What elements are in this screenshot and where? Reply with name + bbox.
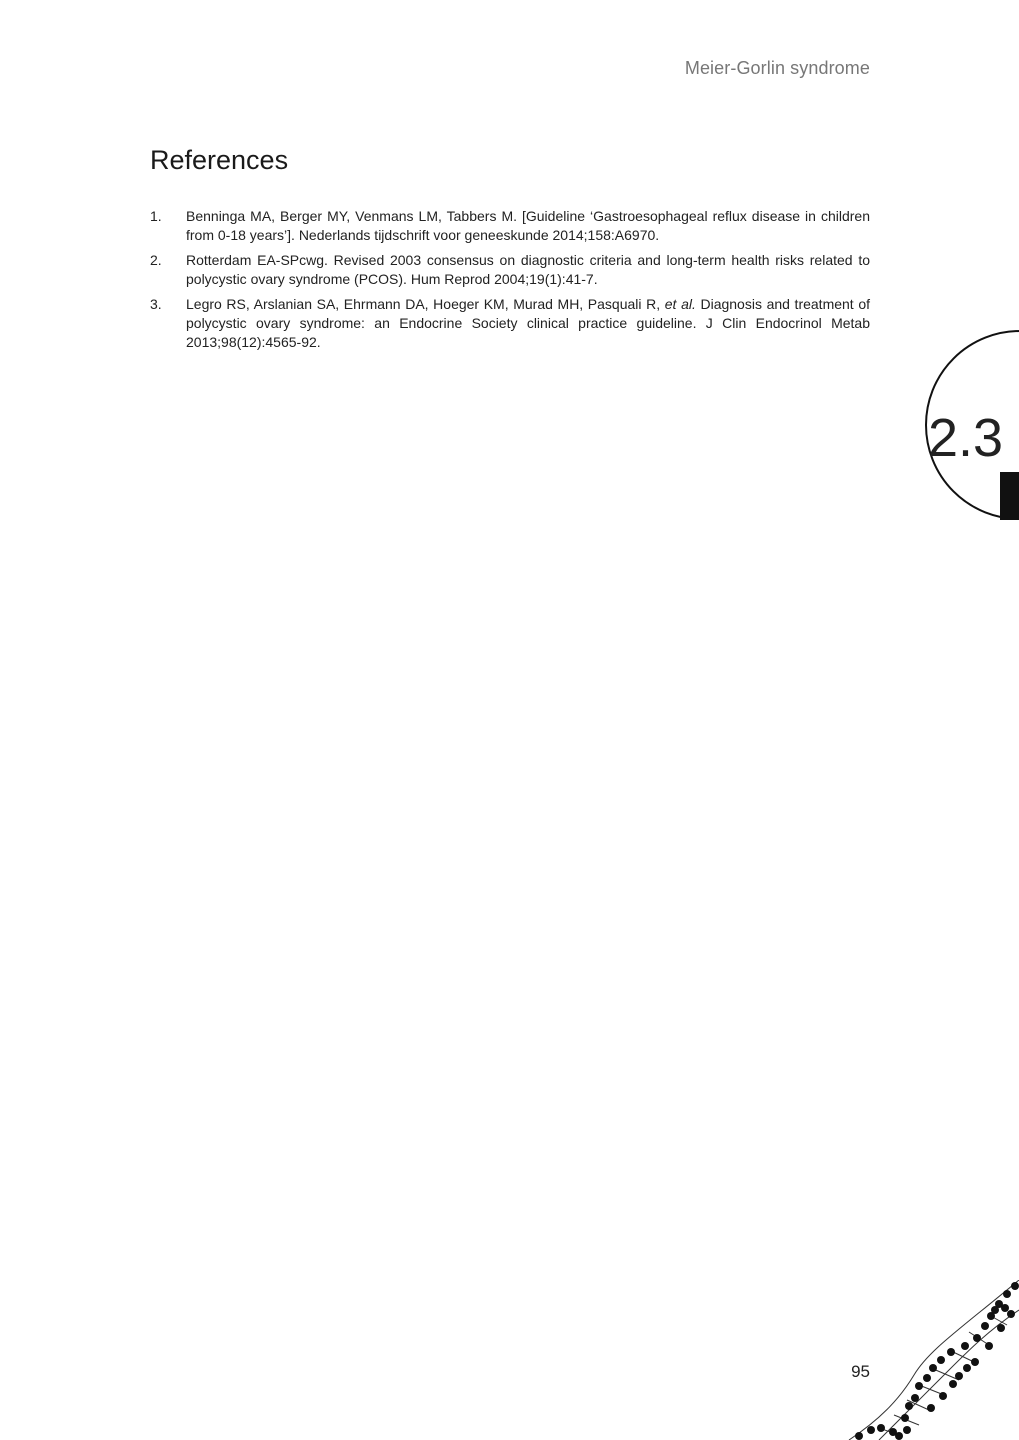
reference-et-al: et al. bbox=[664, 296, 696, 312]
reference-item bbox=[150, 207, 870, 245]
reference-number: 3. bbox=[150, 296, 162, 312]
reference-details: Diagnosis and treatment of polycystic ovary syndrome: an Endocrine Society clinical practice guideline. J Clin Endocrinol Metab 2013;98(12):4565-92. bbox=[186, 296, 870, 350]
running-head: Meier-Gorlin syndrome bbox=[684, 58, 870, 78]
chapter-number: 2.3 bbox=[928, 408, 1004, 468]
reference-item bbox=[150, 295, 870, 352]
reference-text: Benninga MA, Berger MY, Venmans LM, Tabbers M. [Guideline ‘Gastroesophageal reflux disease in children from 0-18 years’]. Nederlands tijdschrift voor geneeskunde 2014;158:A6970. bbox=[186, 208, 870, 243]
reference-text bbox=[186, 296, 870, 350]
dna-helix-icon bbox=[819, 1280, 1019, 1440]
reference-item bbox=[150, 251, 870, 289]
chapter-tab bbox=[924, 330, 1019, 520]
reference-number: 1. bbox=[150, 208, 162, 224]
reference-list bbox=[150, 207, 870, 358]
reference-authors: Legro RS, Arslanian SA, Ehrmann DA, Hoeger KM, Murad MH, Pasquali R, bbox=[186, 296, 665, 312]
page-number: 95 bbox=[851, 1362, 870, 1381]
reference-number: 2. bbox=[150, 252, 162, 268]
section-title: References bbox=[150, 145, 289, 175]
reference-text: Rotterdam EA-SPcwg. Revised 2003 consensus on diagnostic criteria and long-term health risks related to polycystic ovary syndrome (PCOS). Hum Reprod 2004;19(1):41-7. bbox=[186, 252, 870, 287]
